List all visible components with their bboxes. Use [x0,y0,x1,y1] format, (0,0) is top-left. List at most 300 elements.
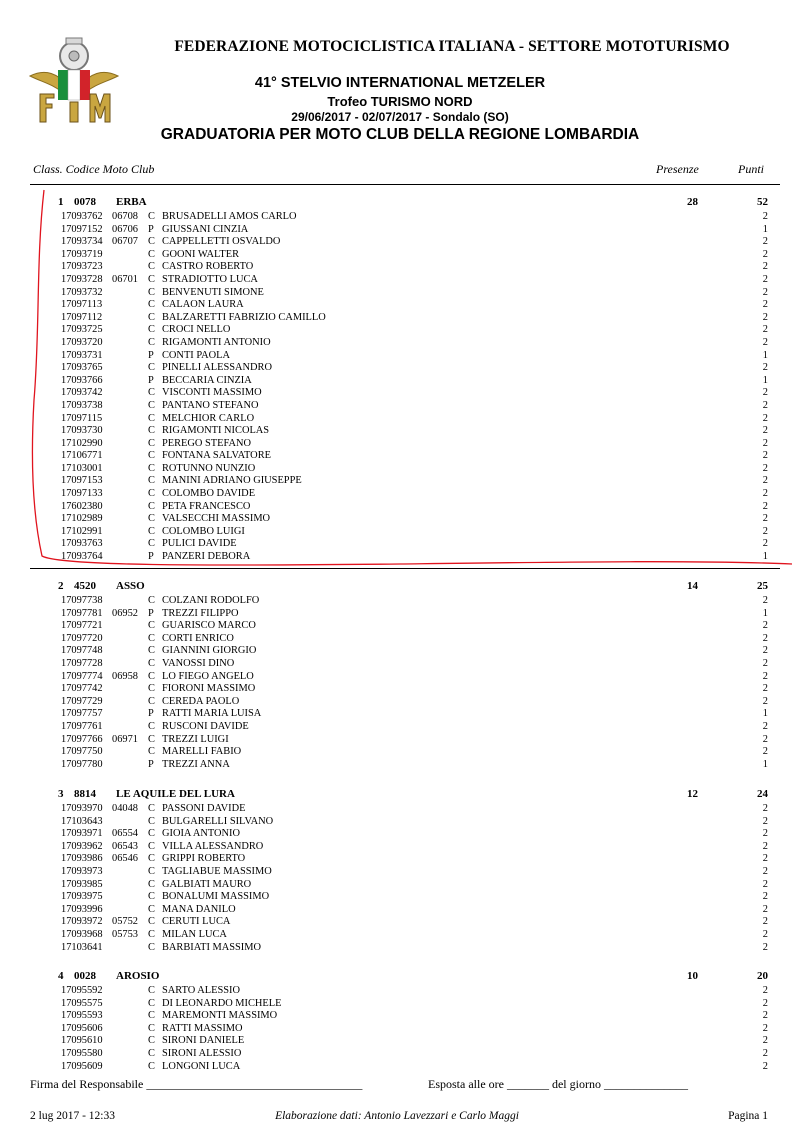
member-row [30,985,780,998]
member-license: 06546 [112,853,138,865]
member-type: C [148,803,155,814]
member-row [30,1061,780,1074]
member-points: 2 [762,236,768,248]
member-row [30,488,780,501]
member-name: GIANNINI GIORGIO [162,645,257,657]
member-type: C [148,488,155,500]
member-points: 2 [762,1010,768,1022]
member-points: 2 [762,437,768,449]
member-type: C [148,916,155,928]
member-name: DI LEONARDO MICHELE [162,997,282,1009]
member-name: ROTUNNO NUNZIO [162,462,256,474]
member-card-number: 17093996 [61,903,103,915]
member-row [30,904,780,917]
member-row [30,803,780,816]
member-row [30,734,780,747]
club-header-row [30,196,780,211]
member-points: 2 [762,985,768,996]
member-card-number: 17095592 [61,985,103,996]
member-type: C [148,299,155,311]
member-name: SIRONI ALESSIO [162,1047,242,1059]
member-points: 2 [762,500,768,512]
member-name: RIGAMONTI ANTONIO [162,336,271,348]
member-row [30,929,780,942]
member-type: P [148,708,154,720]
member-name: VANOSSI DINO [162,657,235,669]
member-name: MANA DANILO [162,903,236,915]
member-card-number: 17103643 [61,815,103,827]
member-type: P [148,758,154,770]
member-points: 2 [762,286,768,298]
member-card-number: 17097153 [61,475,103,487]
club-presenze: 10 [687,970,698,982]
event-dates: 29/06/2017 - 02/07/2017 - Sondalo (SO) [291,110,509,124]
event-title: 41° STELVIO INTERNATIONAL METZELER [254,75,546,91]
member-points: 1 [762,223,768,235]
club-name: ERBA [116,196,147,208]
member-card-number: 17093765 [61,362,103,374]
member-name: TREZZI ANNA [162,758,230,770]
member-name: LO FIEGO ANGELO [162,670,254,682]
member-name: PANTANO STEFANO [162,399,259,411]
member-points: 2 [762,903,768,915]
club-rank: 3 [58,788,64,800]
member-name: BALZARETTI FABRIZIO CAMILLO [162,311,326,323]
member-card-number: 17097766 [61,733,103,745]
member-type: C [148,513,155,525]
member-points: 1 [762,551,768,563]
member-name: BONALUMI MASSIMO [162,891,270,903]
member-name: MAREMONTI MASSIMO [162,1010,278,1022]
member-row [30,538,780,551]
member-card-number: 17093762 [61,211,103,222]
member-card-number: 17097774 [61,670,103,682]
member-points: 2 [762,324,768,336]
member-row [30,608,780,621]
member-type: P [148,551,154,563]
member-name: VILLA ALESSANDRO [162,840,264,852]
member-name: GRIPPI ROBERTO [162,853,246,865]
member-name: PETA FRANCESCO [162,500,251,512]
member-license: 06554 [112,828,138,840]
member-points: 2 [762,248,768,260]
member-license: 05753 [112,928,138,940]
member-row [30,438,780,451]
member-name: BENVENUTI SIMONE [162,286,264,298]
member-type: C [148,236,155,248]
member-card-number: 17097750 [61,746,103,758]
member-row [30,324,780,337]
member-points: 2 [762,632,768,644]
member-points: 2 [762,997,768,1009]
member-card-number: 17097738 [61,595,103,606]
member-card-number: 17102991 [61,525,103,537]
member-card-number: 17095609 [61,1060,103,1072]
member-name: SIRONI DANIELE [162,1035,245,1047]
club-presenze: 14 [687,580,698,592]
member-card-number: 17093962 [61,840,103,852]
member-type: C [148,853,155,865]
page-number: Pagina 1 [728,1110,768,1122]
member-type: C [148,928,155,940]
member-row [30,708,780,721]
member-type: C [148,815,155,827]
member-type: C [148,1060,155,1072]
member-row [30,891,780,904]
member-name: MANINI ADRIANO GIUSEPPE [162,475,302,487]
member-row [30,879,780,892]
member-row [30,211,780,224]
member-card-number: 17093732 [61,286,103,298]
data-credit: Elaborazione dati: Antonio Lavezzari e Carlo Maggi [275,1110,519,1122]
member-points: 2 [762,878,768,890]
member-type: C [148,840,155,852]
member-points: 2 [762,941,768,953]
club-header-row [30,970,780,985]
member-card-number: 17097720 [61,632,103,644]
member-type: C [148,595,155,606]
member-card-number: 17097781 [61,607,103,619]
member-type: C [148,399,155,411]
member-card-number: 17103641 [61,941,103,953]
member-points: 2 [762,525,768,537]
club-divider [30,568,780,569]
member-row [30,942,780,955]
member-row [30,1035,780,1048]
club-rank: 1 [58,196,64,208]
member-type: C [148,437,155,449]
member-points: 2 [762,273,768,285]
member-name: GIOIA ANTONIO [162,828,241,840]
club-header-row [30,580,780,595]
member-type: P [148,374,154,386]
member-points: 2 [762,425,768,437]
trophy-title: Trofeo TURISMO NORD [327,94,473,109]
member-card-number: 17095593 [61,1010,103,1022]
member-type: C [148,733,155,745]
member-row [30,1010,780,1023]
member-points: 1 [762,708,768,720]
member-points: 2 [762,695,768,707]
column-header-presenze: Presenze [656,162,699,176]
member-points: 2 [762,720,768,732]
member-name: SARTO ALESSIO [162,985,240,996]
member-license: 06701 [112,273,138,285]
member-row [30,759,780,772]
member-row [30,998,780,1011]
member-points: 2 [762,311,768,323]
member-type: C [148,324,155,336]
member-type: P [148,223,154,235]
member-name: CERUTI LUCA [162,916,231,928]
member-name: PINELLI ALESSANDRO [162,362,272,374]
member-name: VALSECCHI MASSIMO [162,513,271,525]
member-card-number: 17093723 [61,261,103,273]
member-row [30,828,780,841]
member-points: 2 [762,840,768,852]
member-points: 2 [762,1060,768,1072]
member-type: C [148,211,155,222]
member-type: C [148,645,155,657]
member-points: 2 [762,261,768,273]
member-card-number: 17093719 [61,248,103,260]
member-row [30,463,780,476]
club-name: LE AQUILE DEL LURA [116,788,235,800]
member-license: 06958 [112,670,138,682]
member-name: PULICI DAVIDE [162,538,237,550]
member-name: VISCONTI MASSIMO [162,387,262,399]
member-card-number: 17097742 [61,683,103,695]
member-name: FONTANA SALVATORE [162,450,271,462]
member-row [30,450,780,463]
member-card-number: 17097761 [61,720,103,732]
member-type: C [148,891,155,903]
club-code: 8814 [74,788,96,800]
member-row [30,236,780,249]
member-card-number: 17093725 [61,324,103,336]
member-row [30,645,780,658]
member-card-number: 17097729 [61,695,103,707]
member-type: C [148,1035,155,1047]
member-type: C [148,286,155,298]
member-name: CALAON LAURA [162,299,244,311]
member-points: 2 [762,1047,768,1059]
member-card-number: 17093968 [61,928,103,940]
print-date: 2 lug 2017 - 12:33 [30,1110,115,1122]
member-row [30,696,780,709]
member-name: BULGARELLI SILVANO [162,815,274,827]
member-license: 05752 [112,916,138,928]
member-row [30,425,780,438]
member-name: MILAN LUCA [162,928,227,940]
member-type: C [148,336,155,348]
member-type: C [148,620,155,632]
member-type: P [148,349,154,361]
header-divider [30,184,780,185]
member-points: 2 [762,211,768,222]
member-row [30,816,780,829]
member-license: 06971 [112,733,138,745]
member-type: C [148,878,155,890]
member-name: PEREGO STEFANO [162,437,251,449]
member-card-number: 17097721 [61,620,103,632]
member-name: CONTI PAOLA [162,349,231,361]
member-type: C [148,387,155,399]
member-points: 1 [762,758,768,770]
club-block [30,788,780,954]
member-points: 2 [762,1022,768,1034]
member-license: 06543 [112,840,138,852]
member-type: C [148,865,155,877]
member-name: BRUSADELLI AMOS CARLO [162,211,297,222]
member-points: 2 [762,475,768,487]
member-card-number: 17093985 [61,878,103,890]
column-header-punti: Punti [738,162,764,176]
member-card-number: 17097133 [61,488,103,500]
member-card-number: 17093973 [61,865,103,877]
member-points: 2 [762,412,768,424]
club-presenze: 28 [687,196,698,208]
club-name: ASSO [116,580,145,592]
member-points: 2 [762,538,768,550]
member-name: GIUSSANI CINZIA [162,223,249,235]
member-points: 2 [762,645,768,657]
member-row [30,671,780,684]
member-name: FIORONI MASSIMO [162,683,256,695]
member-card-number: 17095580 [61,1047,103,1059]
member-card-number: 17095575 [61,997,103,1009]
member-row [30,362,780,375]
member-row [30,513,780,526]
club-name: AROSIO [116,970,160,982]
member-name: COLOMBO DAVIDE [162,488,256,500]
member-row [30,620,780,633]
club-punti: 24 [757,788,768,800]
member-license: 04048 [112,803,138,814]
ranking-subtitle: GRADUATORIA PER MOTO CLUB DELLA REGIONE LOMBARDIA [160,126,640,143]
member-points: 2 [762,336,768,348]
member-name: GALBIATI MAURO [162,878,252,890]
member-type: C [148,362,155,374]
member-type: C [148,985,155,996]
member-row [30,658,780,671]
member-row [30,853,780,866]
member-row [30,299,780,312]
member-points: 2 [762,399,768,411]
member-type: C [148,538,155,550]
member-points: 2 [762,746,768,758]
member-type: C [148,273,155,285]
member-points: 2 [762,488,768,500]
member-type: C [148,1022,155,1034]
member-card-number: 17097780 [61,758,103,770]
member-points: 2 [762,670,768,682]
member-points: 2 [762,620,768,632]
member-name: COLZANI RODOLFO [162,595,260,606]
member-points: 2 [762,595,768,606]
member-name: CASTRO ROBERTO [162,261,254,273]
member-points: 2 [762,462,768,474]
member-card-number: 17095606 [61,1022,103,1034]
member-row [30,287,780,300]
member-type: C [148,1010,155,1022]
member-name: RUSCONI DAVIDE [162,720,249,732]
member-name: RIGAMONTI NICOLAS [162,425,270,437]
member-row [30,312,780,325]
member-points: 2 [762,916,768,928]
member-name: TAGLIABUE MASSIMO [162,865,272,877]
member-license: 06952 [112,607,138,619]
member-points: 2 [762,803,768,814]
member-points: 2 [762,450,768,462]
member-type: C [148,695,155,707]
member-name: GOONI WALTER [162,248,240,260]
member-row [30,633,780,646]
member-row [30,595,780,608]
member-card-number: 17093986 [61,853,103,865]
member-points: 2 [762,815,768,827]
federation-title: FEDERAZIONE MOTOCICLISTICA ITALIANA - SETTORE MOTOTURISMO [174,38,730,55]
member-type: C [148,903,155,915]
member-row [30,261,780,274]
member-name: PASSONI DAVIDE [162,803,246,814]
member-row [30,841,780,854]
member-type: C [148,1047,155,1059]
member-points: 2 [762,657,768,669]
club-presenze: 12 [687,788,698,800]
member-row [30,413,780,426]
member-card-number: 17093728 [61,273,103,285]
member-type: C [148,746,155,758]
member-name: BARBIATI MASSIMO [162,941,262,953]
member-type: C [148,670,155,682]
member-type: C [148,425,155,437]
member-name: PANZERI DEBORA [162,551,251,563]
member-row [30,224,780,237]
member-type: C [148,657,155,669]
member-type: C [148,248,155,260]
club-code: 0028 [74,970,96,982]
member-card-number: 17093720 [61,336,103,348]
member-name: STRADIOTTO LUCA [162,273,258,285]
member-points: 1 [762,374,768,386]
member-name: RATTI MASSIMO [162,1022,243,1034]
member-type: P [148,607,154,619]
member-card-number: 17093763 [61,538,103,550]
member-points: 2 [762,733,768,745]
member-type: C [148,941,155,953]
member-row [30,721,780,734]
member-points: 2 [762,853,768,865]
member-card-number: 17097115 [61,412,103,424]
member-name: TREZZI LUIGI [162,733,229,745]
member-type: C [148,412,155,424]
club-block [30,970,780,1073]
member-card-number: 17097113 [61,299,103,311]
member-points: 2 [762,513,768,525]
member-name: COLOMBO LUIGI [162,525,245,537]
signature-line: Firma del Responsabile ____________________________________ [30,1077,363,1091]
member-row [30,1023,780,1036]
member-points: 2 [762,299,768,311]
member-points: 2 [762,683,768,695]
club-punti: 52 [757,196,768,208]
member-row [30,746,780,759]
club-block [30,580,780,771]
member-card-number: 17093742 [61,387,103,399]
member-name: CORTI ENRICO [162,632,234,644]
member-card-number: 17106771 [61,450,103,462]
club-punti: 20 [757,970,768,982]
member-points: 2 [762,387,768,399]
club-code: 0078 [74,196,96,208]
member-card-number: 17097757 [61,708,103,720]
member-row [30,683,780,696]
member-points: 2 [762,891,768,903]
member-card-number: 17097748 [61,645,103,657]
column-header-club: Class. Codice Moto Club [33,162,155,176]
member-name: CROCI NELLO [162,324,231,336]
club-code: 4520 [74,580,96,592]
member-row [30,337,780,350]
member-type: C [148,500,155,512]
member-name: MARELLI FABIO [162,746,242,758]
member-name: CAPPELLETTI OSVALDO [162,236,281,248]
member-row [30,400,780,413]
member-row [30,475,780,488]
member-license: 06706 [112,223,138,235]
member-row [30,387,780,400]
